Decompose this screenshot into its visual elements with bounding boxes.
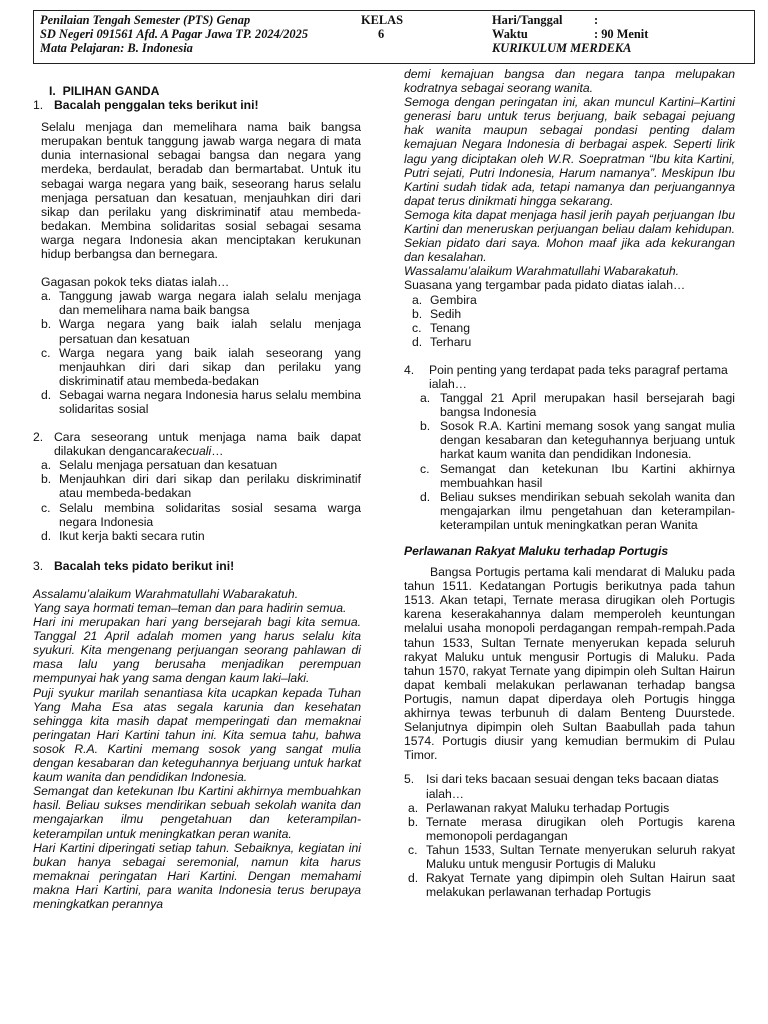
question-number: 2. <box>33 430 44 445</box>
speech-paragraph: Hari Kartini diperingati setiap tahun. Sebaiknya, kegiatan ini bukan hanya sebagai seremonial, namun kita harus memaknai peringatan Hari Kartini. Dengan memahami makna Hari Kartini, para wanita Indonesia terus berupaya meningkatkan perannya <box>33 840 361 911</box>
passage-2-title: Perlawanan Rakyat Maluku terhadap Portugis <box>404 544 669 558</box>
option-d[interactable] <box>404 335 735 349</box>
question-text: Cara seseorang untuk menjaga nama baik dapat dilakukan dengancara <box>54 430 361 459</box>
option-letter: a. <box>420 391 431 406</box>
passage-2: Bangsa Portugis pertama kali mendarat di Maluku pada tahun 1511. Kedatangan Portugis berikutnya pada tahun 1513. Akan tetapi, Ternate merasa dirugikan oleh Portugis karena keserakahannya dalam memperoleh keuntungan melalui usaha monopoli perdagangan rempah-rempah.Pada tahun 1533, Sultan Ternate menyerukan kepada seluruh rakyat Maluku untuk mengusir Portugis di Maluku. Pada tahun 1570, rakyat Ternate yang dipimpin oleh Sultan Hairun dapat kembali melakukan perlawanan terhadap bangsa Portugis, namun dapat diperdaya oleh Portugis hingga akhirnya tewas terbunuh di dalam Benteng Duurstede. Selanjutnya dipimpin oleh Sultan Baabullah pada tahun 1574. Portugis diusir yang kemudian bermukim di Pulau Timor. <box>404 565 735 763</box>
question-instruction: Bacalah teks pidato berikut ini! <box>54 558 235 573</box>
option-letter: b. <box>41 472 52 487</box>
option-letter: b. <box>412 306 423 321</box>
option-letter: c. <box>41 345 51 360</box>
option-letter: c. <box>41 500 51 515</box>
option-text: Rakyat Ternate yang dipimpin oleh Sultan Hairun saat melakukan perlawanan terhadap Portugis <box>426 871 735 900</box>
exam-title: Penilaian Tengah Semester (PTS) Genap <box>40 13 251 27</box>
waktu-value: : 90 Menit <box>594 27 649 41</box>
option-letter: d. <box>41 387 52 402</box>
option-letter: d. <box>408 871 419 886</box>
speech-paragraph: Semoga dengan peringatan ini, akan muncul Kartini–Kartini generasi baru untuk terus berjuang, baik sebagai pejuang hak wanita maupun sebagai pondasi penting dalam kemajuan Negara Indonesia di berbagai aspek. Seperti lirik lagu yang diciptakan oleh W.R. Soepratman “Ibu kita Kartini, Putri sejati, Putri Indonesia, Harum namanya”. Meskipun Ibu Kartini sudah tidak ada, tetapi namanya dan perjuangannya dapat terus dinikmati hingga sekarang. <box>404 95 735 208</box>
option-a[interactable] <box>404 801 735 815</box>
option-text: Menjauhkan diri dari sikap dan perilaku diskriminatif atau membeda-bedakan <box>59 472 361 501</box>
option-d[interactable] <box>404 871 735 899</box>
option-text: Selalu menjaga persatuan dan kesatuan <box>59 458 278 473</box>
option-letter: b. <box>420 419 431 434</box>
option-d[interactable] <box>33 388 361 416</box>
option-letter: d. <box>420 489 431 504</box>
option-text: Ternate merasa dirugikan oleh Portugis karena memonopoli perdagangan <box>426 814 735 843</box>
question-instruction: Bacalah penggalan teks berikut ini! <box>54 98 259 113</box>
option-text: Ikut kerja bakti secara rutin <box>59 528 205 543</box>
right-column <box>404 67 735 899</box>
section-heading <box>33 84 361 98</box>
options-list <box>404 293 735 349</box>
options-list <box>33 458 361 543</box>
speech-paragraph: Puji syukur marilah senantiasa kita ucapkan kepada Tuhan Yang Maha Esa atas segala karunia dan kesehatan sehingga kita masih dapat memperingati dan memaknai peringatan Hari Kartini tahun ini. Kita semua tahu, bahwa sosok R.A. Kartini memang sosok yang sangat mulia dengan kesabaran dan keteguhannya berjuang untuk harkat kaum wanita dan pendidikan Indonesia. <box>33 685 361 785</box>
option-text: Gembira <box>430 292 477 307</box>
option-text: Tenang <box>430 320 470 335</box>
option-b[interactable] <box>404 419 735 461</box>
question-number: 1. <box>33 98 44 113</box>
question-1 <box>33 98 361 112</box>
option-letter: a. <box>41 458 52 473</box>
option-letter: a. <box>408 800 419 815</box>
option-d[interactable] <box>33 529 361 543</box>
option-c[interactable] <box>404 321 735 335</box>
subject-label: Mata Pelajaran: B. Indonesia <box>40 41 193 55</box>
waktu-label: Waktu <box>492 27 528 41</box>
option-c[interactable] <box>33 501 361 529</box>
question-2 <box>33 430 361 458</box>
question-text: Isi dari teks bacaan sesuai dengan teks bacaan diatas ialah… <box>426 772 719 801</box>
option-text: Warga negara yang baik ialah seseorang yang menjauhkan diri dari sikap dan perilaku yang diskriminatif atau membeda-bedakan <box>59 345 361 388</box>
question-ellipsis: … <box>211 444 224 459</box>
option-c[interactable] <box>404 843 735 871</box>
option-letter: a. <box>412 292 423 307</box>
option-b[interactable] <box>404 815 735 843</box>
question-number: 4. <box>404 362 415 377</box>
option-letter: d. <box>412 334 423 349</box>
question-number: 3. <box>33 558 44 573</box>
option-letter: b. <box>41 317 52 332</box>
section-number: I. <box>49 84 56 98</box>
options-list <box>404 391 735 532</box>
speech-paragraph: Semangat dan ketekunan Ibu Kartini akhirnya membuahkan hasil. Beliau sukses mendirikan sebuah sekolah wanita dan mengajarkan ilmu pengetahuan dan keterampilan-keterampilan untuk meningkatkan peran wanita. <box>33 784 361 841</box>
option-text: Sosok R.A. Kartini memang sosok yang sangat mulia dengan kesabaran dan keteguhannya berjuang untuk harkat kaum wanita dan pendidikan Indonesia. <box>440 419 735 462</box>
option-a[interactable] <box>33 289 361 317</box>
option-letter: d. <box>41 528 52 543</box>
option-c[interactable] <box>404 462 735 490</box>
option-b[interactable] <box>404 307 735 321</box>
speech-paragraph: Hari ini merupakan hari yang bersejarah bagi kita semua. Tanggal 21 April adalah momen yang harus selalu kita syukuri. Kita mengenang perjuangan seorang pahlawan di masa lalu yang berusaha menjadikan perempuan mempunyai hak yang sama dengan kaum laki–laki. <box>33 615 361 686</box>
speech-paragraph: Yang saya hormati teman–teman dan para hadirin semua. <box>33 601 347 615</box>
option-text: Sedih <box>430 306 462 321</box>
option-letter: b. <box>408 814 419 829</box>
option-text: Tanggal 21 April merupakan hasil bersejarah bagi bangsa Indonesia <box>440 391 735 420</box>
kelas-value: 6 <box>378 27 385 41</box>
kurikulum-label: KURIKULUM MERDEKA <box>492 41 632 55</box>
kelas-label: KELAS <box>361 13 404 27</box>
question-number: 5. <box>404 772 415 787</box>
question-3 <box>33 559 361 573</box>
option-text: Sebagai warna negara Indonesia harus selalu membina solidaritas sosial <box>59 387 361 416</box>
option-text: Tanggung jawab warga negara ialah selalu menjaga dan memelihara nama baik bangsa <box>59 289 361 318</box>
question-5 <box>404 772 735 800</box>
section-title: PILIHAN GANDA <box>62 84 160 98</box>
option-letter: a. <box>41 289 52 304</box>
exam-header <box>33 10 755 64</box>
option-text: Terharu <box>430 334 472 349</box>
school-name: SD Negeri 091561 Afd. A Pagar Jawa TP. 2024/2025 <box>40 27 309 41</box>
option-a[interactable] <box>33 458 361 472</box>
option-text: Perlawanan rakyat Maluku terhadap Portugis <box>426 800 670 815</box>
question-3-text: Suasana yang tergambar pada pidato diatas ialah… <box>404 278 686 293</box>
option-letter: c. <box>408 842 418 857</box>
speech-text-right <box>404 67 735 278</box>
option-text: Selalu membina solidaritas sosial sesama warga negara Indonesia <box>59 500 361 529</box>
speech-paragraph: Wassalamu’alaikum Warahmatullahi Wabarakatuh. <box>404 264 680 279</box>
option-letter: c. <box>412 320 422 335</box>
hari-value: : <box>594 13 599 27</box>
hari-label: Hari/Tanggal <box>492 13 563 27</box>
question-text: Poin penting yang terdapat pada teks paragraf pertama ialah… <box>429 362 728 391</box>
option-text: Beliau sukses mendirikan sebuah sekolah wanita dan mengajarkan ilmu pengetahuan dan keterampilan-keterampilan untuk meningkatkan peran Wanita <box>440 489 735 532</box>
option-text: Tahun 1533, Sultan Ternate menyerukan seluruh rakyat Maluku untuk mengusir Portugis di Maluku <box>426 842 735 871</box>
option-c[interactable] <box>33 346 361 388</box>
option-text: Semangat dan ketekunan Ibu Kartini akhirnya membuahkan hasil <box>440 461 735 490</box>
speech-text-left <box>33 587 361 911</box>
option-letter: c. <box>420 461 430 476</box>
question-text: Gagasan pokok teks diatas ialah… <box>41 275 230 290</box>
passage-1: Selalu menjaga dan memelihara nama baik bangsa merupakan bentuk tanggung jawab warga negara di mata dunia internasional sebagai bangsa dan negara yang merdeka, berdaulat, beradab dan bermartabat. Untuk itu sebagai warga negara yang baik, seseorang harus selalu menjaga persatuan dan kesatuan, menjauhkan diri dari sikap dan perilaku yang diskriminatif atau membeda-bedakan. Membina solidaritas sosial sebagai sesama warga negara Indonesia akan menciptakan kerukunan hidup berbangsa dan bernegara. <box>41 120 361 262</box>
question-emphasis: kecuali <box>173 444 212 459</box>
option-a[interactable] <box>404 293 735 307</box>
options-list <box>33 289 361 416</box>
question-4 <box>404 363 735 391</box>
option-d[interactable] <box>404 490 735 532</box>
speech-paragraph: demi kemajuan bangsa dan negara tanpa melupakan kodratnya sebagai seorang wanita. <box>404 67 735 96</box>
option-text: Warga negara yang baik ialah selalu menjaga persatuan dan kesatuan <box>59 317 361 346</box>
speech-paragraph: Semoga kita dapat menjaga hasil jerih payah perjuangan Ibu Kartini dan meneruskan perjuangan beliau dalam kehidupan. Sekian pidato dari saya. Mohon maaf jika ada kekurangan dan kesalahan. <box>404 207 735 265</box>
option-b[interactable] <box>33 317 361 345</box>
speech-paragraph: Assalamu’alaikum Warahmatullahi Wabarakatuh. <box>33 586 299 601</box>
left-column <box>33 68 361 911</box>
option-a[interactable] <box>404 391 735 419</box>
options-list <box>404 801 735 900</box>
option-b[interactable] <box>33 472 361 500</box>
